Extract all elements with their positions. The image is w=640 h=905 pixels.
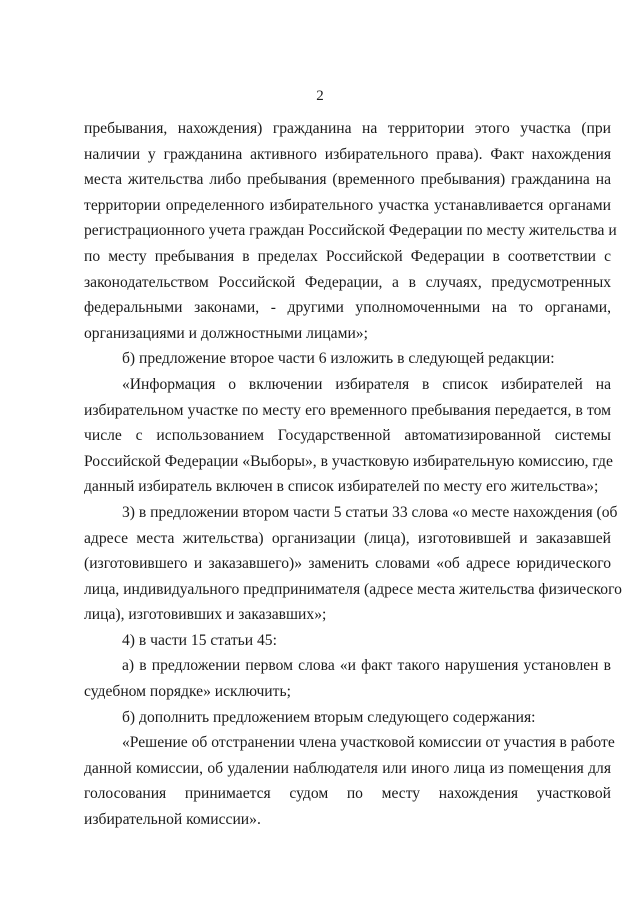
text-line: территории определенного избирательного участка устанавливается органами [84,196,611,214]
text-line: лица, индивидуального предпринимателя (адресе места жительства физического [84,580,622,598]
text-line: по месту пребывания в пределах Российской Федерации в соответствии с [84,247,611,265]
text-line: места жительства либо пребывания (временного пребывания) гражданина на [84,171,611,189]
text-line: организациями и должностными лицами»; [84,324,368,342]
text-line: голосования принимается судом по месту нахождения участковой [84,785,611,803]
text-line: «Информация о включении избирателя в список избирателей на [122,375,611,393]
text-line: данной комиссии, об удалении наблюдателя или иного лица из помещения для [84,759,611,777]
text-line: 4) в части 15 статьи 45: [122,631,277,649]
text-line: а) в предложении первом слова «и факт такого нарушения установлен в [122,657,611,675]
text-line: судебном порядке» исключить; [84,683,291,701]
text-line: б) предложение второе части 6 изложить в следующей редакции: [122,350,555,368]
text-line: 3) в предложении втором части 5 статьи 33 слова «о месте нахождения (об [122,503,618,521]
text-line: избирательном участке по месту его временного пребывания передается, в том [84,401,611,419]
page-number: 2 [316,88,324,104]
text-line: регистрационного учета граждан Российской Федерации по месту жительства и [84,222,617,240]
text-line: адресе места жительства) организации (лица), изготовившей и заказавшей [84,529,611,547]
text-line: законодательством Российской Федерации, а в случаях, предусмотренных [84,273,611,291]
text-line: лица), изготовивших и заказавших»; [84,606,327,624]
text-line: пребывания, нахождения) гражданина на территории этого участка (при [84,120,611,137]
document-body [84,116,622,833]
text-line: наличии у гражданина активного избирательного права). Факт нахождения [84,145,611,163]
text-line: «Решение об отстранении члена участковой комиссии от участия в работе [122,734,615,752]
text-line: федеральными законами, - другими уполномоченными на то органами, [84,299,611,317]
text-line: числе с использованием Государственной автоматизированной системы [84,427,611,445]
text-line: б) дополнить предложением вторым следующего содержания: [122,708,536,726]
text-line: избирательной комиссии». [84,811,261,829]
text-line: Российской Федерации «Выборы», в участковую избирательную комиссию, где [84,452,613,470]
text-line: данный избиратель включен в список избирателей по месту его жительства»; [84,478,599,496]
text-line: (изготовившего и заказавшего)» заменить словами «об адресе юридического [84,555,611,573]
